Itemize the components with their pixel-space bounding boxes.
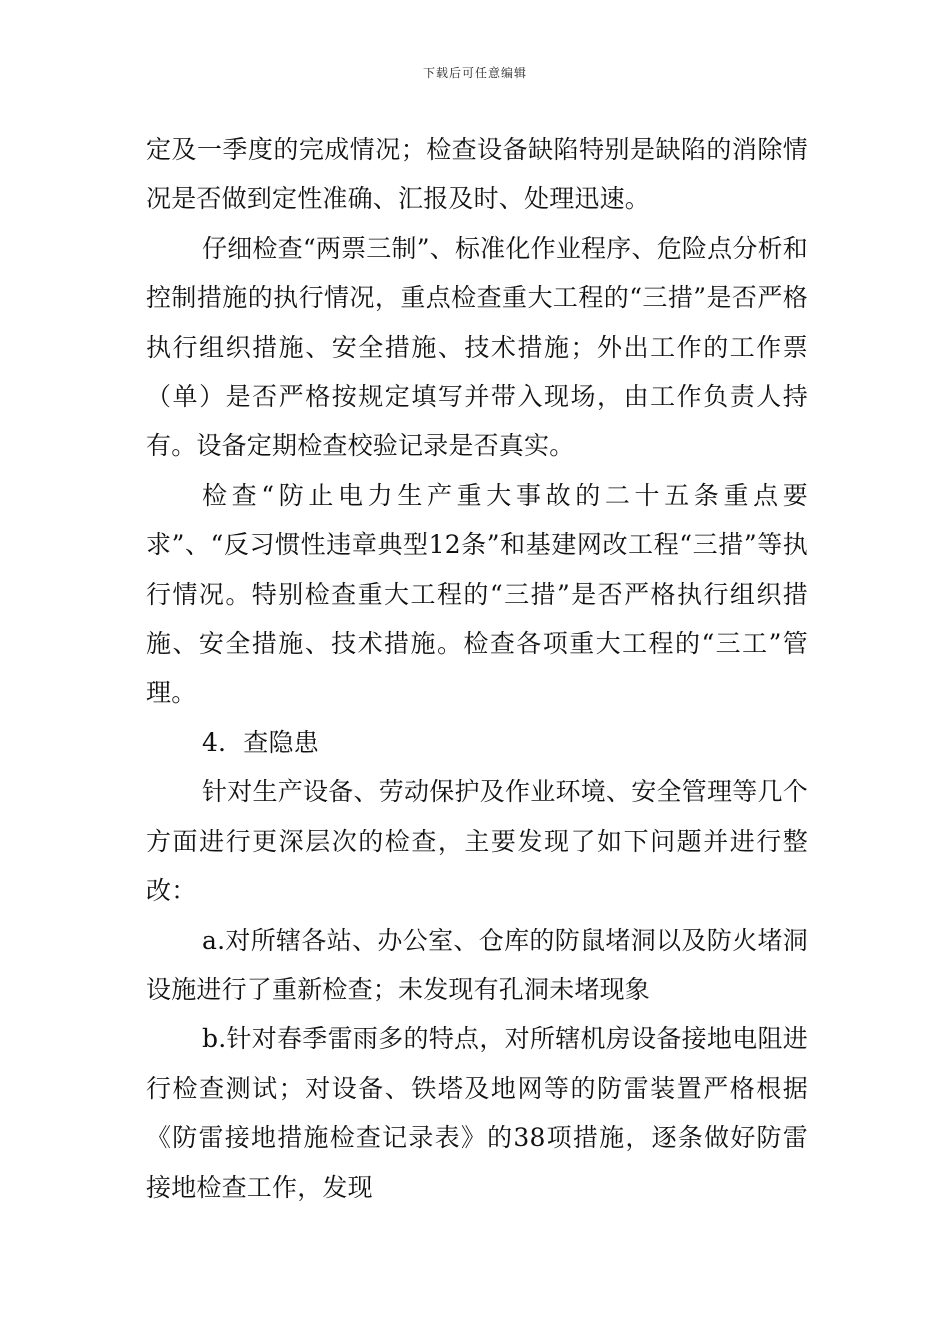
paragraph-4: 针对生产设备、劳动保护及作业环境、安全管理等几个方面进行更深层次的检查，主要发现了如下问题并进行整改：: [146, 777, 808, 906]
paragraph-1: 定及一季度的完成情况；检查设备缺陷特别是缺陷的消除情况是否做到定性准确、汇报及时、处理迅速。: [146, 135, 808, 214]
list-item-b: b.针对春季雷雨多的特点，对所辖机房设备接地电阻进行检查测试；对设备、铁塔及地网等的防雷装置严格根据《防雷接地措施检查记录表》的38项措施，逐条做好防雷接地检查工作，发现: [146, 1024, 808, 1202]
list-item-a: a.对所辖各站、办公室、仓库的防鼠堵洞以及防火堵洞设施进行了重新检查；未发现有孔洞未堵现象: [146, 925, 808, 1004]
paragraph-2: 仔细检查“两票三制”、标准化作业程序、危险点分析和控制措施的执行情况，重点检查重大工程的“三措”是否严格执行组织措施、安全措施、技术措施；外出工作的工作票（单）是否严格按规定填写并带入现场，由工作负责人持有。设备定期检查校验记录是否真实。: [146, 233, 808, 461]
paragraph-3: 检查“防止电力生产重大事故的二十五条重点要求”、“反习惯性违章典型12条”和基建网改工程“三措”等执行情况。特别检查重大工程的“三措”是否严格执行组织措施、安全措施、技术措施。检查各项重大工程的“三工”管理。: [146, 480, 808, 708]
section-heading: 4．查隐患: [202, 727, 319, 757]
document-body: [146, 125, 808, 1212]
page-header-note: 下载后可任意编辑: [422, 66, 527, 80]
